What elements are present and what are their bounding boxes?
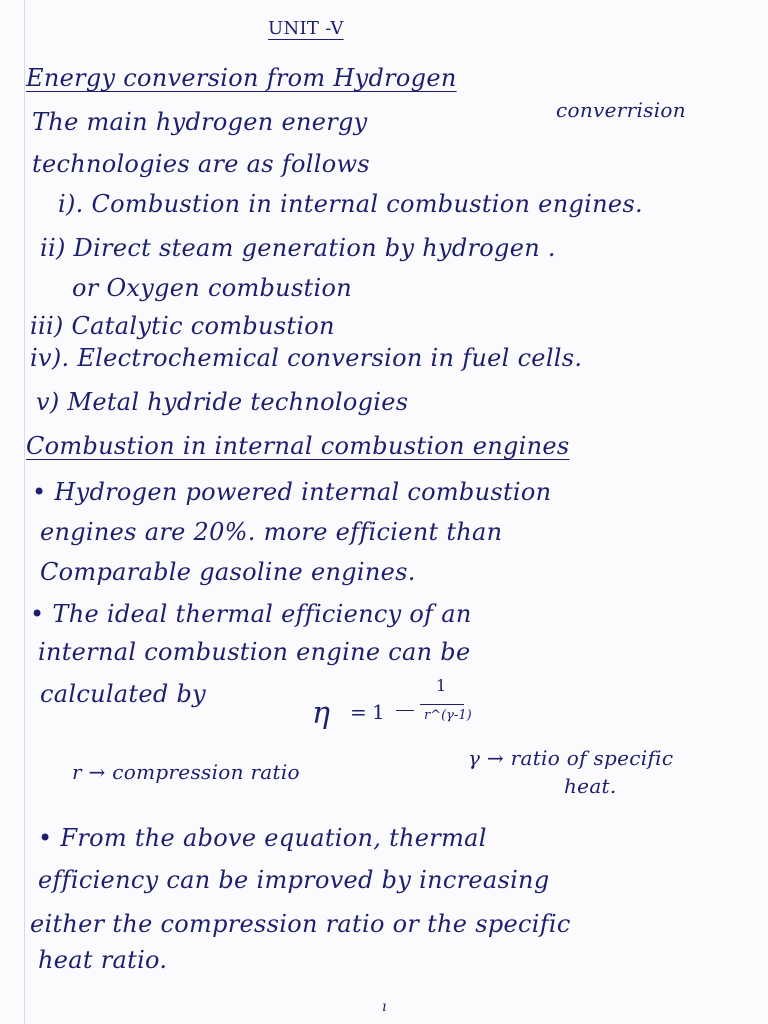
list-item: i). Combustion in internal combustion engines. [58, 190, 643, 218]
definition-gamma: γ → ratio of specific [468, 746, 674, 770]
page-mark: ı [382, 999, 387, 1015]
formula-minus-sign [396, 710, 414, 711]
body-line: efficiency can be improved by increasing [38, 866, 550, 894]
body-line: calculated by [40, 680, 206, 708]
intro-line-2: technologies are as follows [32, 150, 370, 178]
body-line: either the compression ratio or the specific [30, 910, 571, 938]
formula-fraction-bar [420, 704, 464, 705]
list-item: v) Metal hydride technologies [36, 388, 409, 416]
unit-title: UNIT -V [268, 18, 344, 39]
efficiency-formula [312, 676, 472, 736]
body-line: internal combustion engine can be [38, 638, 471, 666]
section-heading-combustion: Combustion in internal combustion engines [26, 432, 570, 460]
formula-equals: = [350, 700, 367, 724]
list-item: ii) Direct steam generation by hydrogen . [40, 234, 556, 262]
margin-line [24, 0, 25, 1024]
body-line: heat ratio. [38, 946, 168, 974]
section-heading-energy-conversion: Energy conversion from Hydrogen [26, 64, 457, 92]
formula-eta: η [312, 696, 330, 731]
body-line: • From the above equation, thermal [38, 824, 487, 852]
formula-one: 1 [372, 700, 385, 724]
body-line: engines are 20%. more efficient than [40, 518, 503, 546]
body-line: Comparable gasoline engines. [40, 558, 416, 586]
definition-gamma-cont: heat. [564, 774, 617, 798]
intro-line-1: The main hydrogen energy [32, 108, 368, 136]
formula-numerator: 1 [436, 676, 447, 695]
body-line: • Hydrogen powered internal combustion [32, 478, 552, 506]
intro-line-1-end: converrision [556, 98, 686, 122]
definition-r: r → compression ratio [72, 760, 300, 784]
body-line: • The ideal thermal efficiency of an [30, 600, 472, 628]
formula-denominator: r^(γ-1) [424, 708, 472, 723]
list-item: or Oxygen combustion [72, 274, 352, 302]
list-item: iii) Catalytic combustion [30, 312, 335, 340]
list-item: iv). Electrochemical conversion in fuel cells. [30, 344, 583, 372]
